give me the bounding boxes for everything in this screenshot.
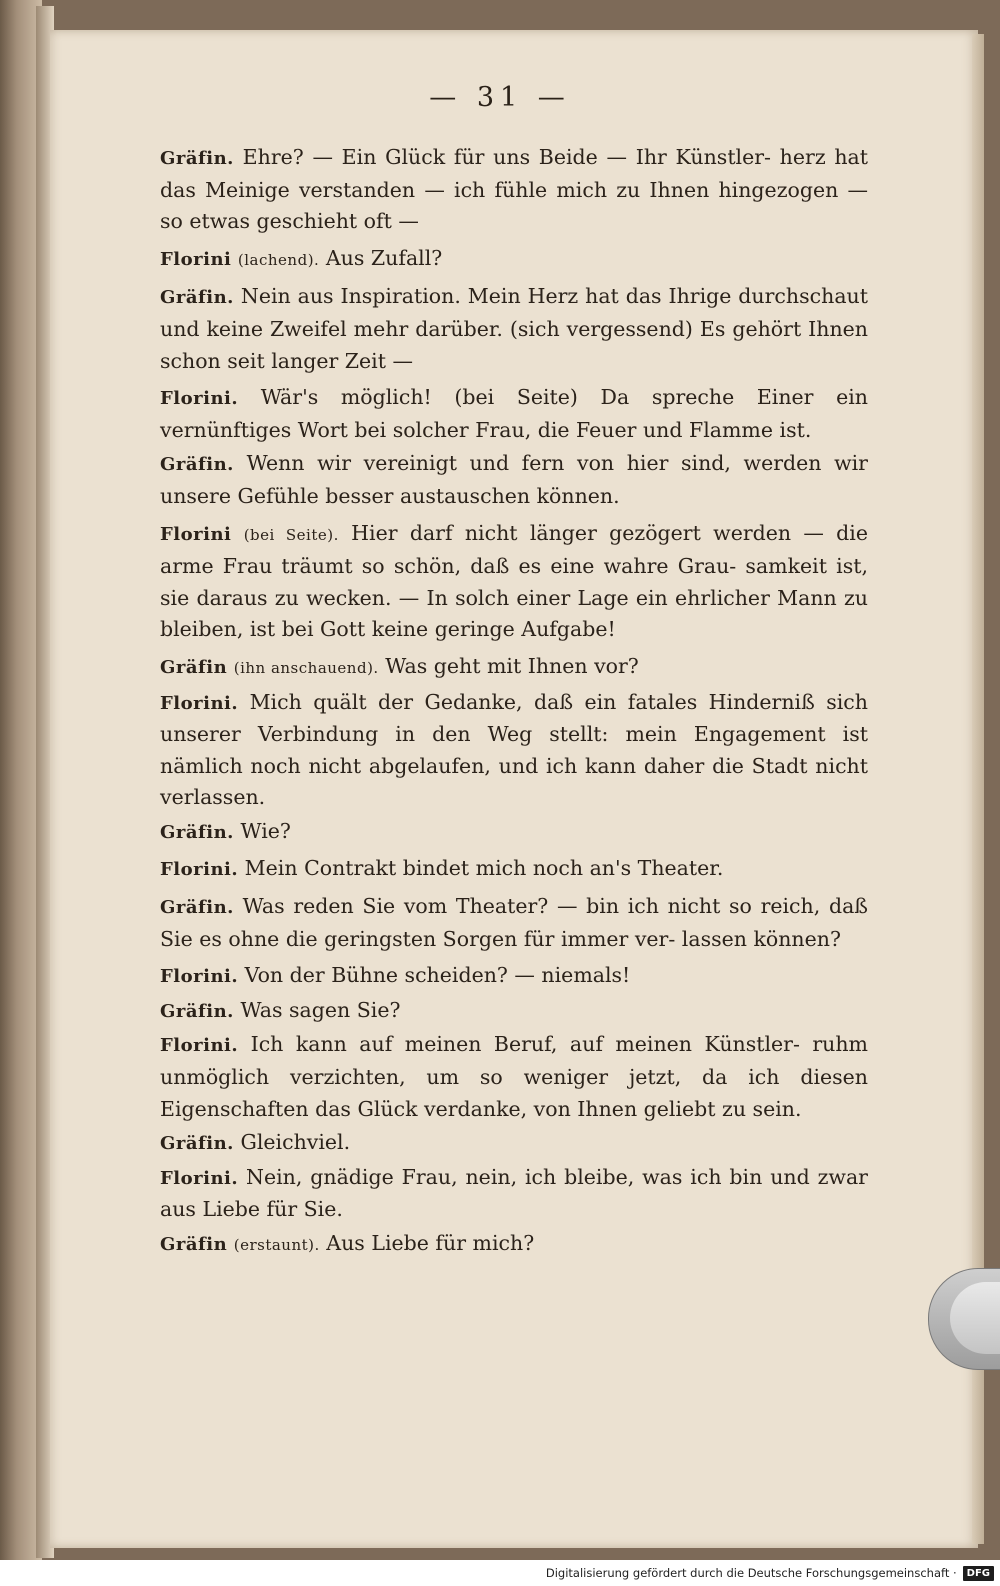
dialogue-text: Hier darf nicht länger gezögert werden — die arme Frau träumt so schön, daß es eine wahre Grau- samkeit ist, sie daraus zu wecken. — In solch einer Lage ein ehrlicher Mann zu bleiben, ist bei Gott keine geringe Aufgabe! (160, 520, 868, 642)
stage-direction: (ihn anschauend). (233, 658, 379, 677)
speaker-name: Gräfin. (160, 148, 234, 169)
speaker-name: Gräfin. (160, 1000, 234, 1022)
dialogue-paragraph (160, 1029, 868, 1125)
speaker-name: Florini (160, 248, 232, 270)
dialogue-text: Mich quält der Gedanke, daß ein fatales Hinderniß sich unserer Verbindung in den Weg stellt: mein Engagement ist nämlich noch nicht abgelaufen, und ich kann daher die Stadt nicht verlassen. (160, 689, 868, 810)
body-text (160, 142, 868, 1264)
dialogue-paragraph (160, 1228, 868, 1262)
speaker-name: Gräfin (160, 656, 228, 678)
speaker-name: Florini. (160, 1035, 239, 1057)
speaker-name: Gräfin. (160, 454, 234, 476)
dialogue-paragraph (160, 518, 868, 646)
speaker-name: Florini. (160, 966, 239, 988)
dialogue-paragraph (160, 853, 868, 886)
dialogue-paragraph (160, 816, 868, 849)
dialogue-text: Wie? (240, 818, 291, 843)
dialogue-text: Aus Zufall? (325, 245, 443, 270)
speaker-name: Gräfin (160, 1234, 228, 1255)
stage-direction: (lachend). (237, 250, 320, 269)
dialogue-paragraph (160, 382, 868, 446)
dialogue-text: Was reden Sie vom Theater? — bin ich nicht so reich, daß Sie es ohne die geringsten Sorgen für immer ver- lassen können? (160, 894, 868, 951)
dialogue-text: Was geht mit Ihnen vor? (385, 653, 639, 678)
dialogue-paragraph (160, 281, 868, 377)
speaker-name: Gräfin. (160, 821, 234, 843)
speaker-name: Gräfin. (160, 897, 234, 919)
dialogue-text: Wär's möglich! (bei Seite) Da spreche Einer ein vernünftiges Wort bei solcher Frau, die Feuer und Flamme ist. (160, 385, 868, 442)
dialogue-paragraph (160, 995, 868, 1028)
dialogue-text: Ehre? — Ein Glück für uns Beide — Ihr Künstler- herz hat das Meinige verstanden — ich fühle mich zu Ihnen hingezogen — so etwas geschieht oft — (160, 145, 868, 234)
dialogue-paragraph (160, 142, 868, 238)
dialogue-paragraph (160, 243, 868, 277)
dialogue-paragraph (160, 651, 868, 685)
dialogue-text: Mein Contrakt bindet mich noch an's Theater. (244, 856, 724, 881)
speaker-name: Florini (160, 523, 232, 545)
dialogue-paragraph (160, 1162, 868, 1226)
speaker-name: Florini. (160, 859, 239, 881)
dialogue-paragraph (160, 448, 868, 512)
page-number: — 31 — (429, 82, 571, 113)
dialogue-text: Ich kann auf meinen Beruf, auf meinen Künstler- ruhm unmöglich verzichten, um so weniger jetzt, da ich diesen Eigenschaften das Glück verdanke, von Ihnen geliebt zu sein. (160, 1032, 868, 1121)
speaker-name: Florini. (160, 692, 239, 714)
dialogue-paragraph (160, 687, 868, 814)
stage-direction: (bei Seite). (243, 525, 339, 544)
speaker-name: Florini. (160, 388, 239, 410)
speaker-name: Florini. (160, 1167, 239, 1189)
dialogue-paragraph (160, 1127, 868, 1160)
stage-direction: (erstaunt). (233, 1236, 320, 1254)
speaker-name: Gräfin. (160, 287, 234, 309)
dialogue-text: Aus Liebe für mich? (326, 1231, 535, 1255)
dialogue-text: Wenn wir vereinigt und fern von hier sind, werden wir unsere Gefühle besser austauschen können. (160, 451, 868, 508)
dfg-logo: DFG (963, 1566, 994, 1581)
footer (546, 1563, 994, 1583)
dialogue-text: Nein, gnädige Frau, nein, ich bleibe, was ich bin und zwar aus Liebe für Sie. (160, 1164, 868, 1222)
dialogue-text: Gleichviel. (240, 1130, 351, 1155)
dialogue-text: Von der Bühne scheiden? — niemals! (244, 963, 631, 988)
speaker-name: Gräfin. (160, 1133, 234, 1155)
dialogue-paragraph (160, 960, 868, 993)
dialogue-paragraph (160, 891, 868, 955)
dialogue-text: Nein aus Inspiration. Mein Herz hat das Ihrige durchschaut und keine Zweifel mehr darüber. (sich vergessend) Es gehört Ihnen schon seit langer Zeit — (160, 284, 868, 373)
dialogue-text: Was sagen Sie? (240, 997, 401, 1022)
footer-credit: Digitalisierung gefördert durch die Deutsche Forschungsgemeinschaft · (545, 1566, 957, 1580)
